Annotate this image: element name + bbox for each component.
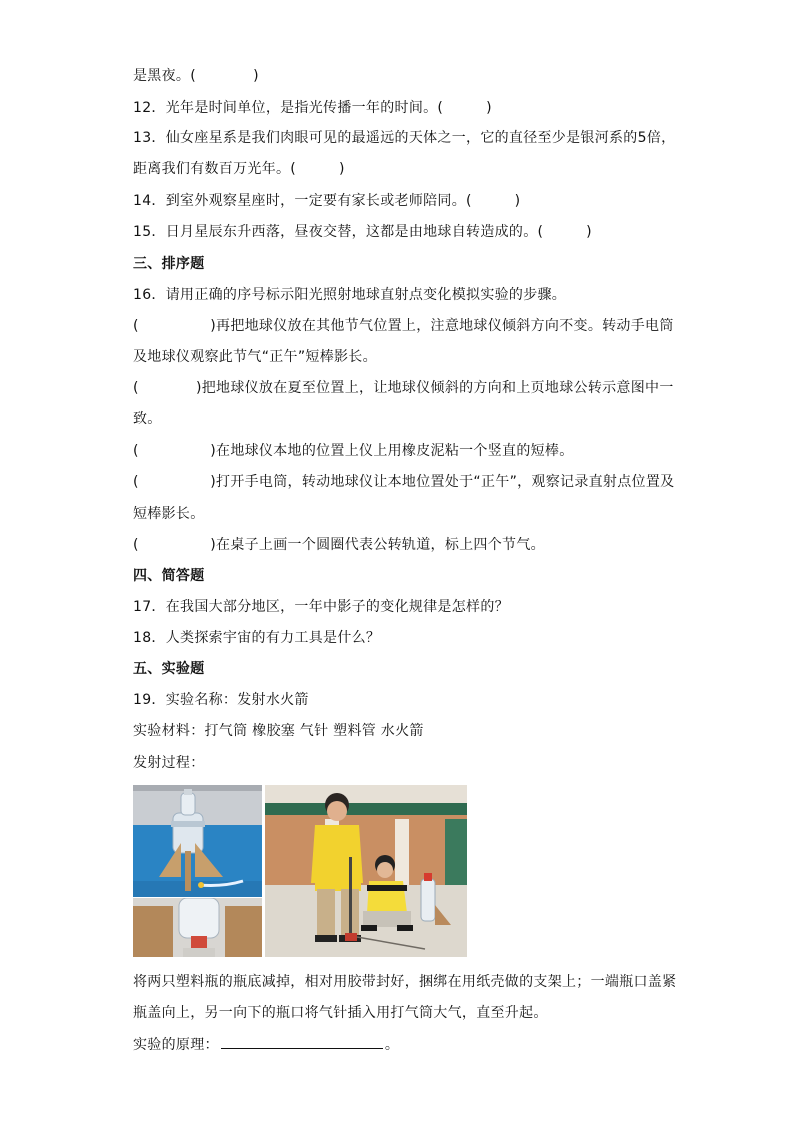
question-14: 14．到室外观察星座时，一定要有家长或老师陪同。( ) (133, 193, 521, 209)
question-19: 19．实验名称：发射水火箭 (133, 692, 309, 708)
step-5: ( )在桌子上画一个圆圈代表公转轨道，标上四个节气。 (133, 537, 545, 553)
section-5-heading: 五、实验题 (133, 661, 205, 677)
rocket-base-photo (133, 898, 262, 957)
step-3: ( )在地球仪本地的位置上仪上用橡皮泥粘一个竖直的短棒。 (133, 443, 574, 459)
q11-continuation: 是黑夜。( ) (133, 68, 259, 84)
question-18: 18．人类探索宇宙的有力工具是什么？ (133, 630, 381, 646)
question-13-line2: 距离我们有数百万光年。( ) (133, 161, 345, 177)
experiment-principle (133, 1034, 399, 1055)
step-2-line1: ( )把地球仪放在夏至位置上，让地球仪倾斜的方向和上页地球公转示意图中一 (133, 380, 674, 396)
question-15: 15．日月星辰东升西落，昼夜交替，这都是由地球自转造成的。( ) (133, 224, 592, 240)
principle-label: 实验的原理： (133, 1037, 219, 1053)
process-text-line1: 将两只塑料瓶的瓶底减掉，相对用胶带封好，捆绑在用纸壳做的支架上；一端瓶口盖紧 (133, 974, 677, 990)
step-1-line2: 及地球仪观察此节气“正午”短棒影长。 (133, 349, 377, 365)
step-4-line1: ( )打开手电筒，转动地球仪让本地位置处于“正午”，观察记录直射点位置及 (133, 474, 675, 490)
step-4-line2: 短棒影长。 (133, 506, 205, 522)
section-3-heading: 三、排序题 (133, 256, 205, 272)
question-16: 16．请用正确的序号标示阳光照射地球直射点变化模拟实验的步骤。 (133, 287, 567, 303)
question-13-line1: 13．仙女座星系是我们肉眼可见的最遥远的天体之一，它的直径至少是银河系的5倍， (133, 130, 676, 146)
principle-end: 。 (384, 1037, 400, 1053)
launch-process-label: 发射过程： (133, 755, 205, 771)
step-1-line1: ( )再把地球仪放在其他节气位置上，注意地球仪倾斜方向不变。转动手电筒 (133, 318, 674, 334)
section-4-heading: 四、简答题 (133, 568, 205, 584)
step-2-line2: 致。 (133, 411, 162, 427)
experiment-materials: 实验材料：打气筒 橡胶塞 气针 塑料管 水火箭 (133, 723, 424, 739)
principle-answer-blank[interactable] (221, 1034, 383, 1049)
question-17: 17．在我国大部分地区，一年中影子的变化规律是怎样的？ (133, 599, 509, 615)
water-rocket-bottle-photo (133, 785, 262, 897)
process-text-line2: 瓶盖向上，另一向下的瓶口将气针插入用打气筒大气，直至升起。 (133, 1005, 548, 1021)
question-12: 12．光年是时间单位，是指光传播一年的时间。( ) (133, 100, 492, 116)
students-launching-photo (265, 785, 467, 957)
